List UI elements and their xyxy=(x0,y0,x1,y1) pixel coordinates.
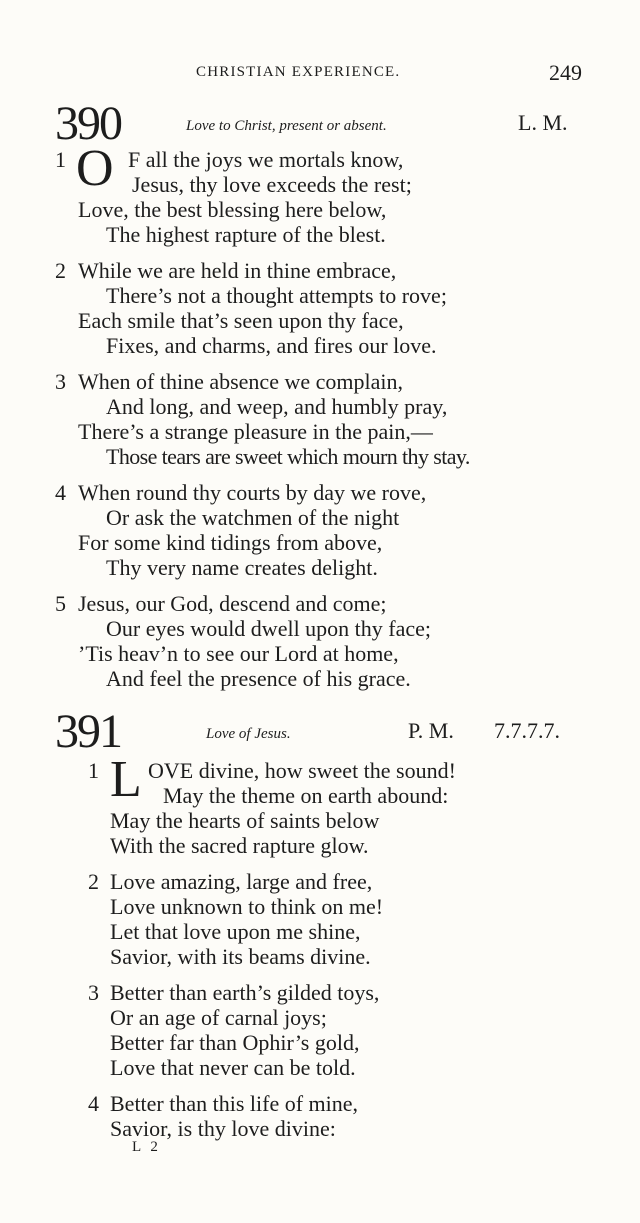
line-text: Fixes, and charms, and fires our love. xyxy=(106,333,437,358)
stanza-number: 1 xyxy=(55,147,66,172)
line-text: Love amazing, large and free, xyxy=(110,869,373,894)
verse-line xyxy=(0,480,640,505)
stanza xyxy=(0,480,640,591)
running-title: CHRISTIAN EXPERIENCE. xyxy=(196,64,401,80)
line-text: Thy very name creates delight. xyxy=(106,555,378,580)
verse-line xyxy=(0,505,640,530)
hymn-number: 390 xyxy=(55,97,121,150)
verse-line xyxy=(0,980,640,1005)
verse-line xyxy=(0,308,640,333)
line-text: Or an age of carnal joys; xyxy=(110,1005,327,1030)
line-text: Better than this life of mine, xyxy=(110,1091,359,1116)
verse-line xyxy=(0,616,640,641)
verse-line xyxy=(0,1055,640,1080)
line-text: While we are held in thine embrace, xyxy=(78,258,397,283)
verse-line xyxy=(0,919,640,944)
stanza xyxy=(0,591,640,702)
stanza xyxy=(0,369,640,480)
line-text: Our eyes would dwell upon thy face; xyxy=(106,616,432,641)
line-text: There’s not a thought attempts to rove; xyxy=(106,283,447,308)
stanza-number: 4 xyxy=(55,480,66,505)
verse-line xyxy=(0,1116,640,1141)
verse-line xyxy=(0,530,640,555)
stanza xyxy=(0,1091,640,1151)
verse-line xyxy=(0,222,640,247)
stanza-number: 1 xyxy=(88,758,99,783)
verse-line xyxy=(0,555,640,580)
line-text: When of thine absence we complain, xyxy=(78,369,403,394)
verse-line xyxy=(0,641,640,666)
verse-line xyxy=(0,869,640,894)
hymn-number: 391 xyxy=(55,705,121,758)
line-text: Better far than Ophir’s gold, xyxy=(110,1030,360,1055)
verse-line xyxy=(0,172,640,197)
verse-line xyxy=(0,419,640,444)
stanza-number: 3 xyxy=(88,980,99,1005)
verse-line xyxy=(0,258,640,283)
line-text: F all the joys we mortals know, xyxy=(128,147,404,172)
stanza xyxy=(0,258,640,369)
line-text: Better than earth’s gilded toys, xyxy=(110,980,380,1005)
verse-line xyxy=(0,1005,640,1030)
line-text: For some kind tidings from above, xyxy=(78,530,383,555)
line-text: With the sacred rapture glow. xyxy=(110,833,369,858)
stanza-number: 3 xyxy=(55,369,66,394)
line-text: When round thy courts by day we rove, xyxy=(78,480,427,505)
verse-line xyxy=(0,808,640,833)
line-text: Or ask the watchmen of the night xyxy=(106,505,400,530)
line-text: May the hearts of saints below xyxy=(110,808,380,833)
hymn-meter: P. M. xyxy=(408,718,454,743)
line-text: Jesus, thy love exceeds the rest; xyxy=(132,172,412,197)
verse-line xyxy=(0,1030,640,1055)
line-text: The highest rapture of the blest. xyxy=(106,222,386,247)
verse-line xyxy=(0,591,640,616)
verse-line xyxy=(0,147,640,172)
line-text: Savior, with its beams divine. xyxy=(110,944,371,969)
line-text: Let that love upon me shine, xyxy=(110,919,361,944)
verse-line xyxy=(0,394,640,419)
hymn-390-stanzas xyxy=(0,140,640,702)
verse-line xyxy=(0,283,640,308)
line-text: Love unknown to think on me! xyxy=(110,894,384,919)
verse-line xyxy=(0,444,640,469)
stanza xyxy=(0,751,640,869)
stanza-number: 2 xyxy=(88,869,99,894)
line-text: May the theme on earth abound: xyxy=(163,783,449,808)
line-text: Jesus, our God, descend and come; xyxy=(78,591,387,616)
stanza xyxy=(0,140,640,258)
stanza xyxy=(0,869,640,980)
stanza-number: 2 xyxy=(55,258,66,283)
dropcap: L xyxy=(110,751,142,808)
hymn-meter-pattern: 7.7.7.7. xyxy=(494,718,560,743)
verse-line xyxy=(0,758,640,783)
verse-line xyxy=(0,783,640,808)
line-text: And long, and weep, and humbly pray, xyxy=(106,394,448,419)
line-text: Savior, is thy love divine: xyxy=(110,1116,336,1141)
verse-line xyxy=(0,666,640,691)
line-text: Those tears are sweet which mourn thy stay. xyxy=(106,444,470,469)
line-text: There’s a strange pleasure in the pain,— xyxy=(78,419,433,444)
verse-line xyxy=(0,197,640,222)
line-text: ’Tis heav’n to see our Lord at home, xyxy=(78,641,399,666)
verse-line xyxy=(0,1091,640,1116)
line-text: Love, the best blessing here below, xyxy=(78,197,387,222)
hymn-meter: L. M. xyxy=(518,110,568,135)
hymn-subject: Love to Christ, present or absent. xyxy=(186,118,387,134)
verse-line xyxy=(0,333,640,358)
verse-line xyxy=(0,833,640,858)
line-text: And feel the presence of his grace. xyxy=(106,666,411,691)
dropcap: O xyxy=(76,140,114,197)
verse-line xyxy=(0,369,640,394)
verse-line xyxy=(0,944,640,969)
page-header xyxy=(0,60,640,88)
line-text: OVE divine, how sweet the sound! xyxy=(148,758,456,783)
hymn-391-heading xyxy=(0,705,640,758)
hymn-391-stanzas xyxy=(0,751,640,1151)
page-number: 249 xyxy=(549,60,582,85)
line-text: Love that never can be told. xyxy=(110,1055,356,1080)
stanza-number: 5 xyxy=(55,591,66,616)
signature-mark: L 2 xyxy=(132,1139,161,1155)
verse-line xyxy=(0,894,640,919)
hymn-subject: Love of Jesus. xyxy=(206,726,291,742)
stanza-number: 4 xyxy=(88,1091,99,1116)
line-text: Each smile that’s seen upon thy face, xyxy=(78,308,404,333)
stanza xyxy=(0,980,640,1091)
